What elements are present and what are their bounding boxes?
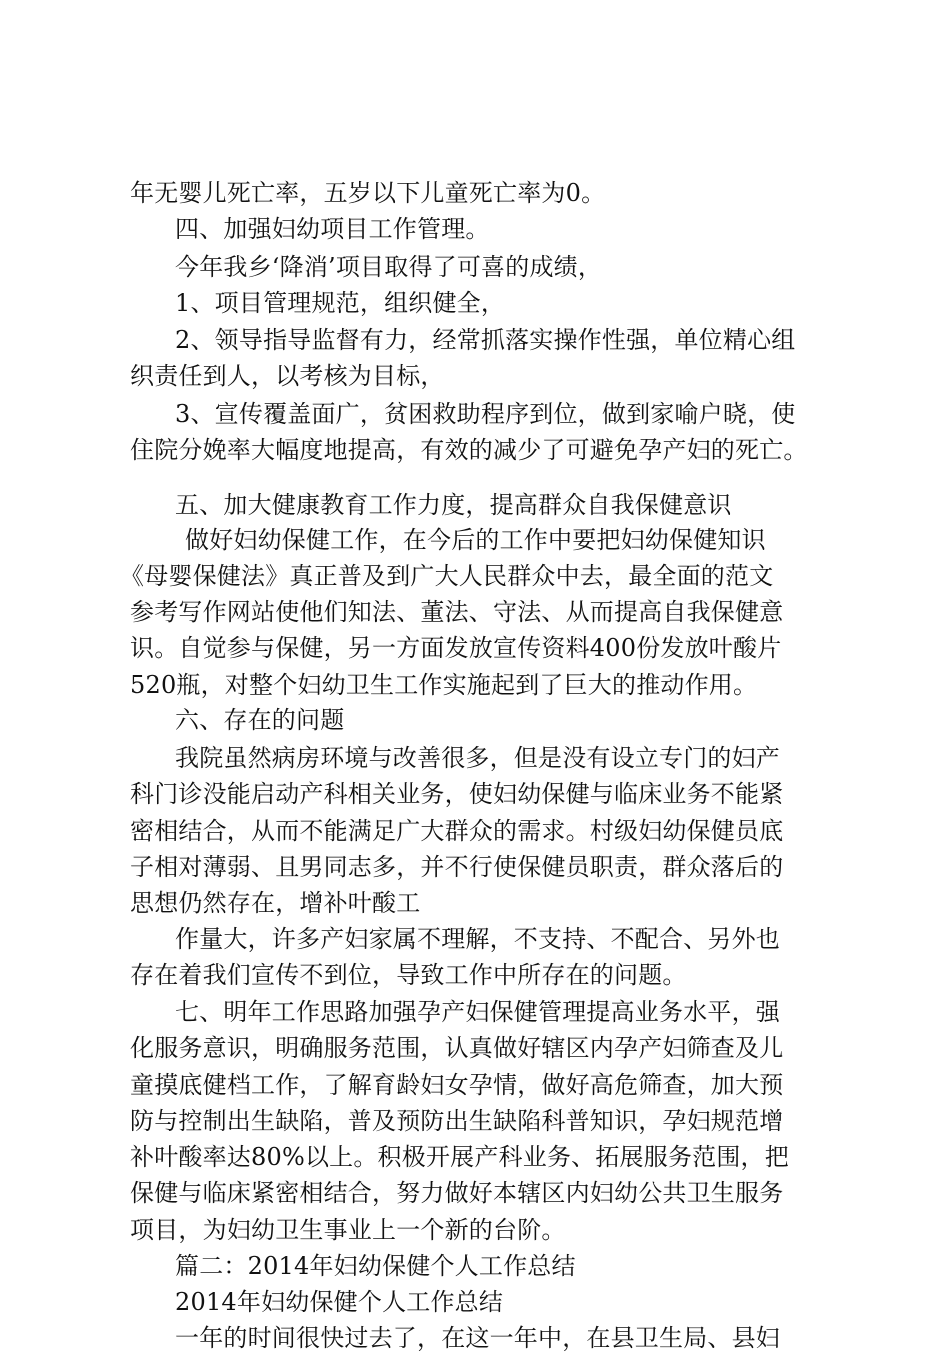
text-line-1: 年无婴儿死亡率，五岁以下儿童死亡率为0。: [130, 179, 606, 207]
text-line-15: 六、存在的问题: [175, 706, 345, 734]
text-line-18: 密相结合，从而不能满足广大群众的需求。村级妇幼保健员底: [130, 817, 784, 845]
text-line-30: 篇二：2014年妇幼保健个人工作总结: [175, 1252, 576, 1280]
text-line-9: 五、加大健康教育工作力度，提高群众自我保健意识: [175, 491, 732, 519]
text-line-22: 存在着我们宣传不到位，导致工作中所存在的问题。: [130, 961, 687, 989]
text-line-20: 思想仍然存在，增补叶酸工: [130, 889, 421, 917]
text-line-14: 520瓶，对整个妇幼卫生工作实施起到了巨大的推动作用。: [130, 671, 758, 699]
text-line-16: 我院虽然病房环境与改善很多，但是没有设立专门的妇产: [175, 744, 780, 772]
text-line-25: 童摸底健档工作，了解育龄妇女孕情，做好高危筛查，加大预: [130, 1071, 784, 1099]
text-line-32: 一年的时间很快过去了，在这一年中，在县卫生局、县妇: [175, 1324, 780, 1352]
text-line-7: 3、宣传覆盖面广，贫困救助程序到位，做到家喻户晓，使: [175, 400, 796, 428]
text-line-5: 2、领导指导监督有力，经常抓落实操作性强，单位精心组: [175, 326, 796, 354]
text-line-28: 保健与临床紧密相结合，努力做好本辖区内妇幼公共卫生服务: [130, 1179, 784, 1207]
text-line-21: 作量大，许多产妇家属不理解，不支持、不配合、另外也: [175, 925, 780, 953]
text-line-29: 项目，为妇幼卫生事业上一个新的台阶。: [130, 1216, 566, 1244]
text-line-4: 1、项目管理规范，组织健全，: [175, 289, 506, 317]
text-line-8: 住院分娩率大幅度地提高，有效的减少了可避免孕产妇的死亡。: [130, 436, 808, 464]
text-line-19: 子相对薄弱、且男同志多，并不行使保健员职责，群众落后的: [130, 853, 784, 881]
text-line-13: 识。自觉参与保健，另一方面发放宣传资料400份发放叶酸片: [130, 634, 782, 662]
text-line-26: 防与控制出生缺陷，普及预防出生缺陷科普知识，孕妇规范增: [130, 1107, 784, 1135]
text-line-3: 今年我乡‘降消’项目取得了可喜的成绩，: [175, 253, 603, 281]
text-line-10: 做好妇幼保健工作，在今后的工作中要把妇幼保健知识: [185, 526, 766, 554]
text-line-11: 《母婴保健法》真正普及到广大人民群众中去，最全面的范文: [120, 562, 774, 590]
text-line-27: 补叶酸率达80%以上。积极开展产科业务、拓展服务范围，把: [130, 1143, 789, 1171]
text-line-24: 化服务意识，明确服务范围，认真做好辖区内孕产妇筛查及儿: [130, 1034, 784, 1062]
text-line-31: 2014年妇幼保健个人工作总结: [175, 1288, 504, 1316]
text-line-12: 参考写作网站使他们知法、董法、守法、从而提高自我保健意: [130, 598, 784, 626]
text-line-6: 织责任到人，以考核为目标，: [130, 362, 445, 390]
text-line-2: 四、加强妇幼项目工作管理。: [175, 215, 490, 243]
text-line-17: 科门诊没能启动产科相关业务，使妇幼保健与临床业务不能紧: [130, 780, 784, 808]
text-line-23: 七、明年工作思路加强孕产妇保健管理提高业务水平，强: [175, 998, 780, 1026]
